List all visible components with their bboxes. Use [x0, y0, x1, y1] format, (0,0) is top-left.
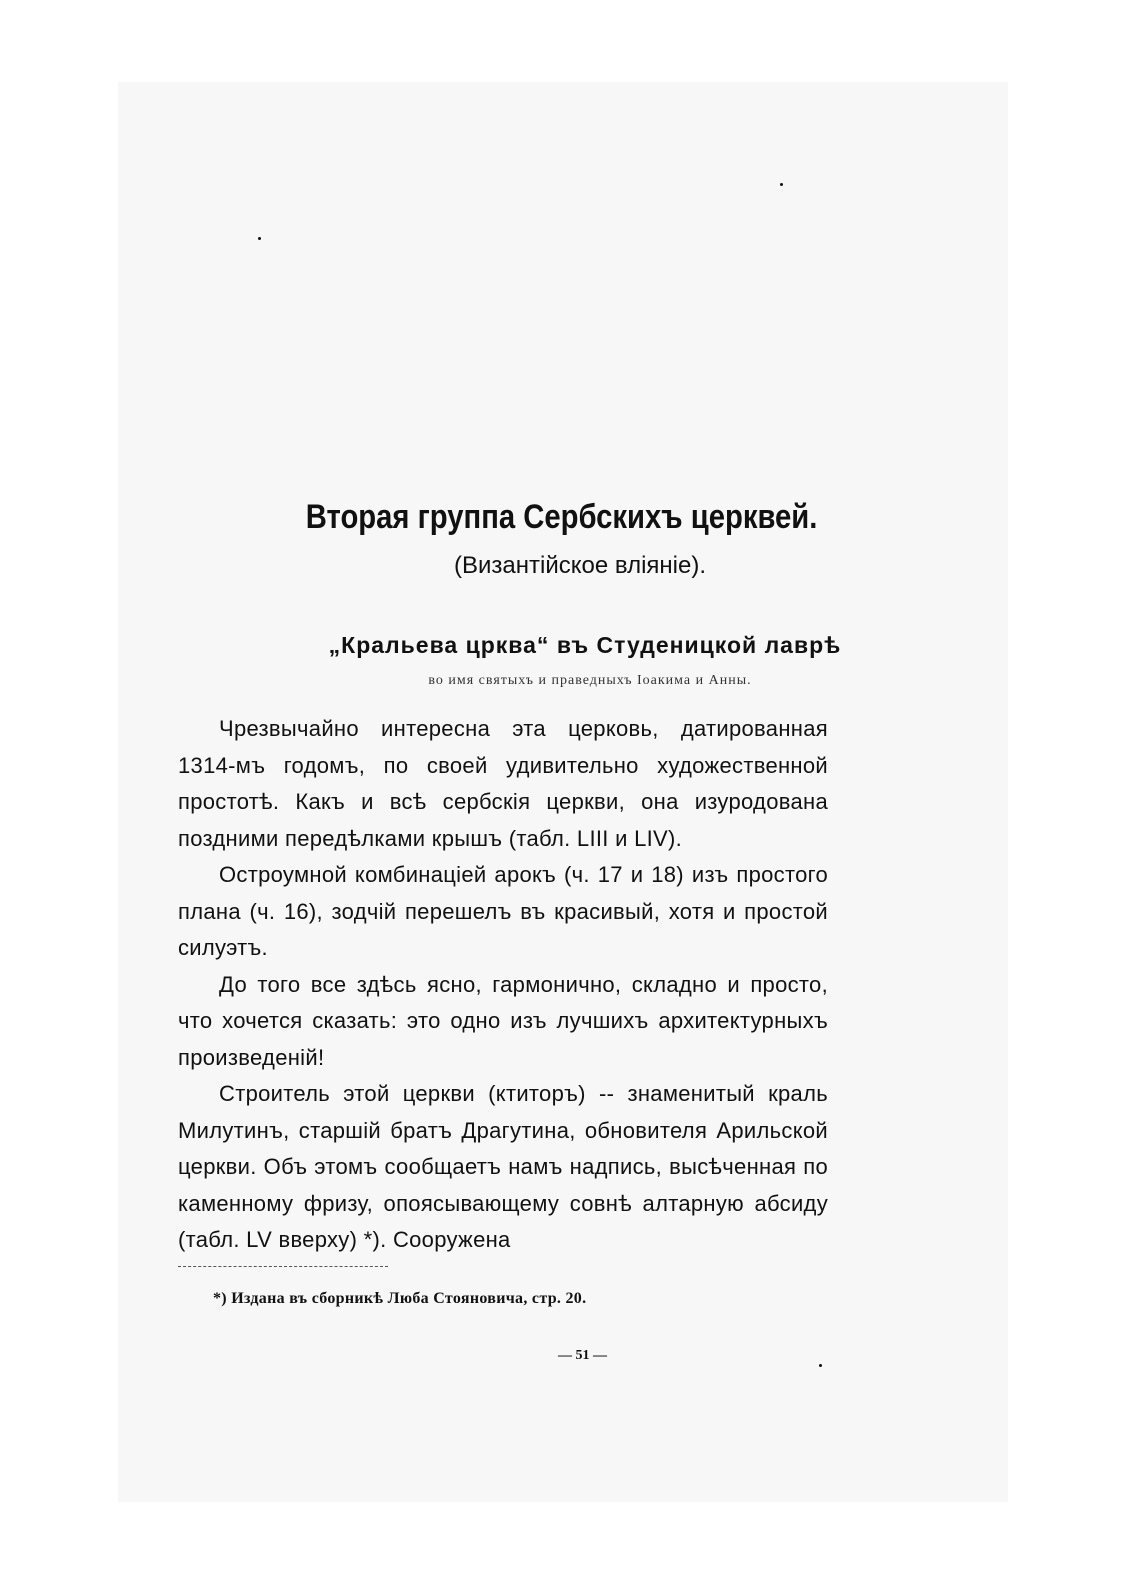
paragraph: Строитель этой церкви (ктиторъ) -- знаменитый краль Милутинъ, старшій братъ Драгутина, обновителя Арильской церкви. Объ этомъ сообщаетъ намъ надпись, высѣченная по каменному фризу, опоясывающему совнѣ алтарную абсиду (табл. LV вверху) *). Сооружена [178, 1081, 828, 1252]
scan-speck [780, 183, 783, 186]
footnote: *) Издана въ сборникѣ Люба Стояновича, стр. 20. [213, 1290, 587, 1307]
document-title: Вторая группа Сербскихъ церквей. [305, 498, 818, 536]
section-heading: „Кральева црква“ въ Студеницкой лаврѣ [328, 632, 842, 658]
body-text [178, 711, 828, 1259]
page-number: — 51 — [558, 1348, 607, 1363]
dedication-line: во имя святыхъ и праведныхъ Іоакима и Анны. [428, 673, 752, 688]
scan-speck [258, 237, 261, 240]
paragraph: До того все здѣсь ясно, гармонично, складно и просто, что хочется сказать: это одно изъ лучшихъ архитектурныхъ произведеній! [178, 971, 828, 1070]
scan-speck [819, 1364, 822, 1367]
paragraph: Остроумной комбинаціей арокъ (ч. 17 и 18) изъ простого плана (ч. 16), зодчій перешелъ въ красивый, хотя и простой силуэтъ. [178, 862, 828, 960]
document-subtitle: (Византійское вліяніе). [454, 552, 706, 579]
paragraph: Чрезвычайно интересна эта церковь, датированная 1314-мъ годомъ, по своей удивительно художественной простотѣ. Какъ и всѣ сербскія церкви, она изуродована поздними передѣлками крышъ (табл. LIII и LIV). [178, 716, 828, 851]
footnote-divider [178, 1266, 388, 1268]
